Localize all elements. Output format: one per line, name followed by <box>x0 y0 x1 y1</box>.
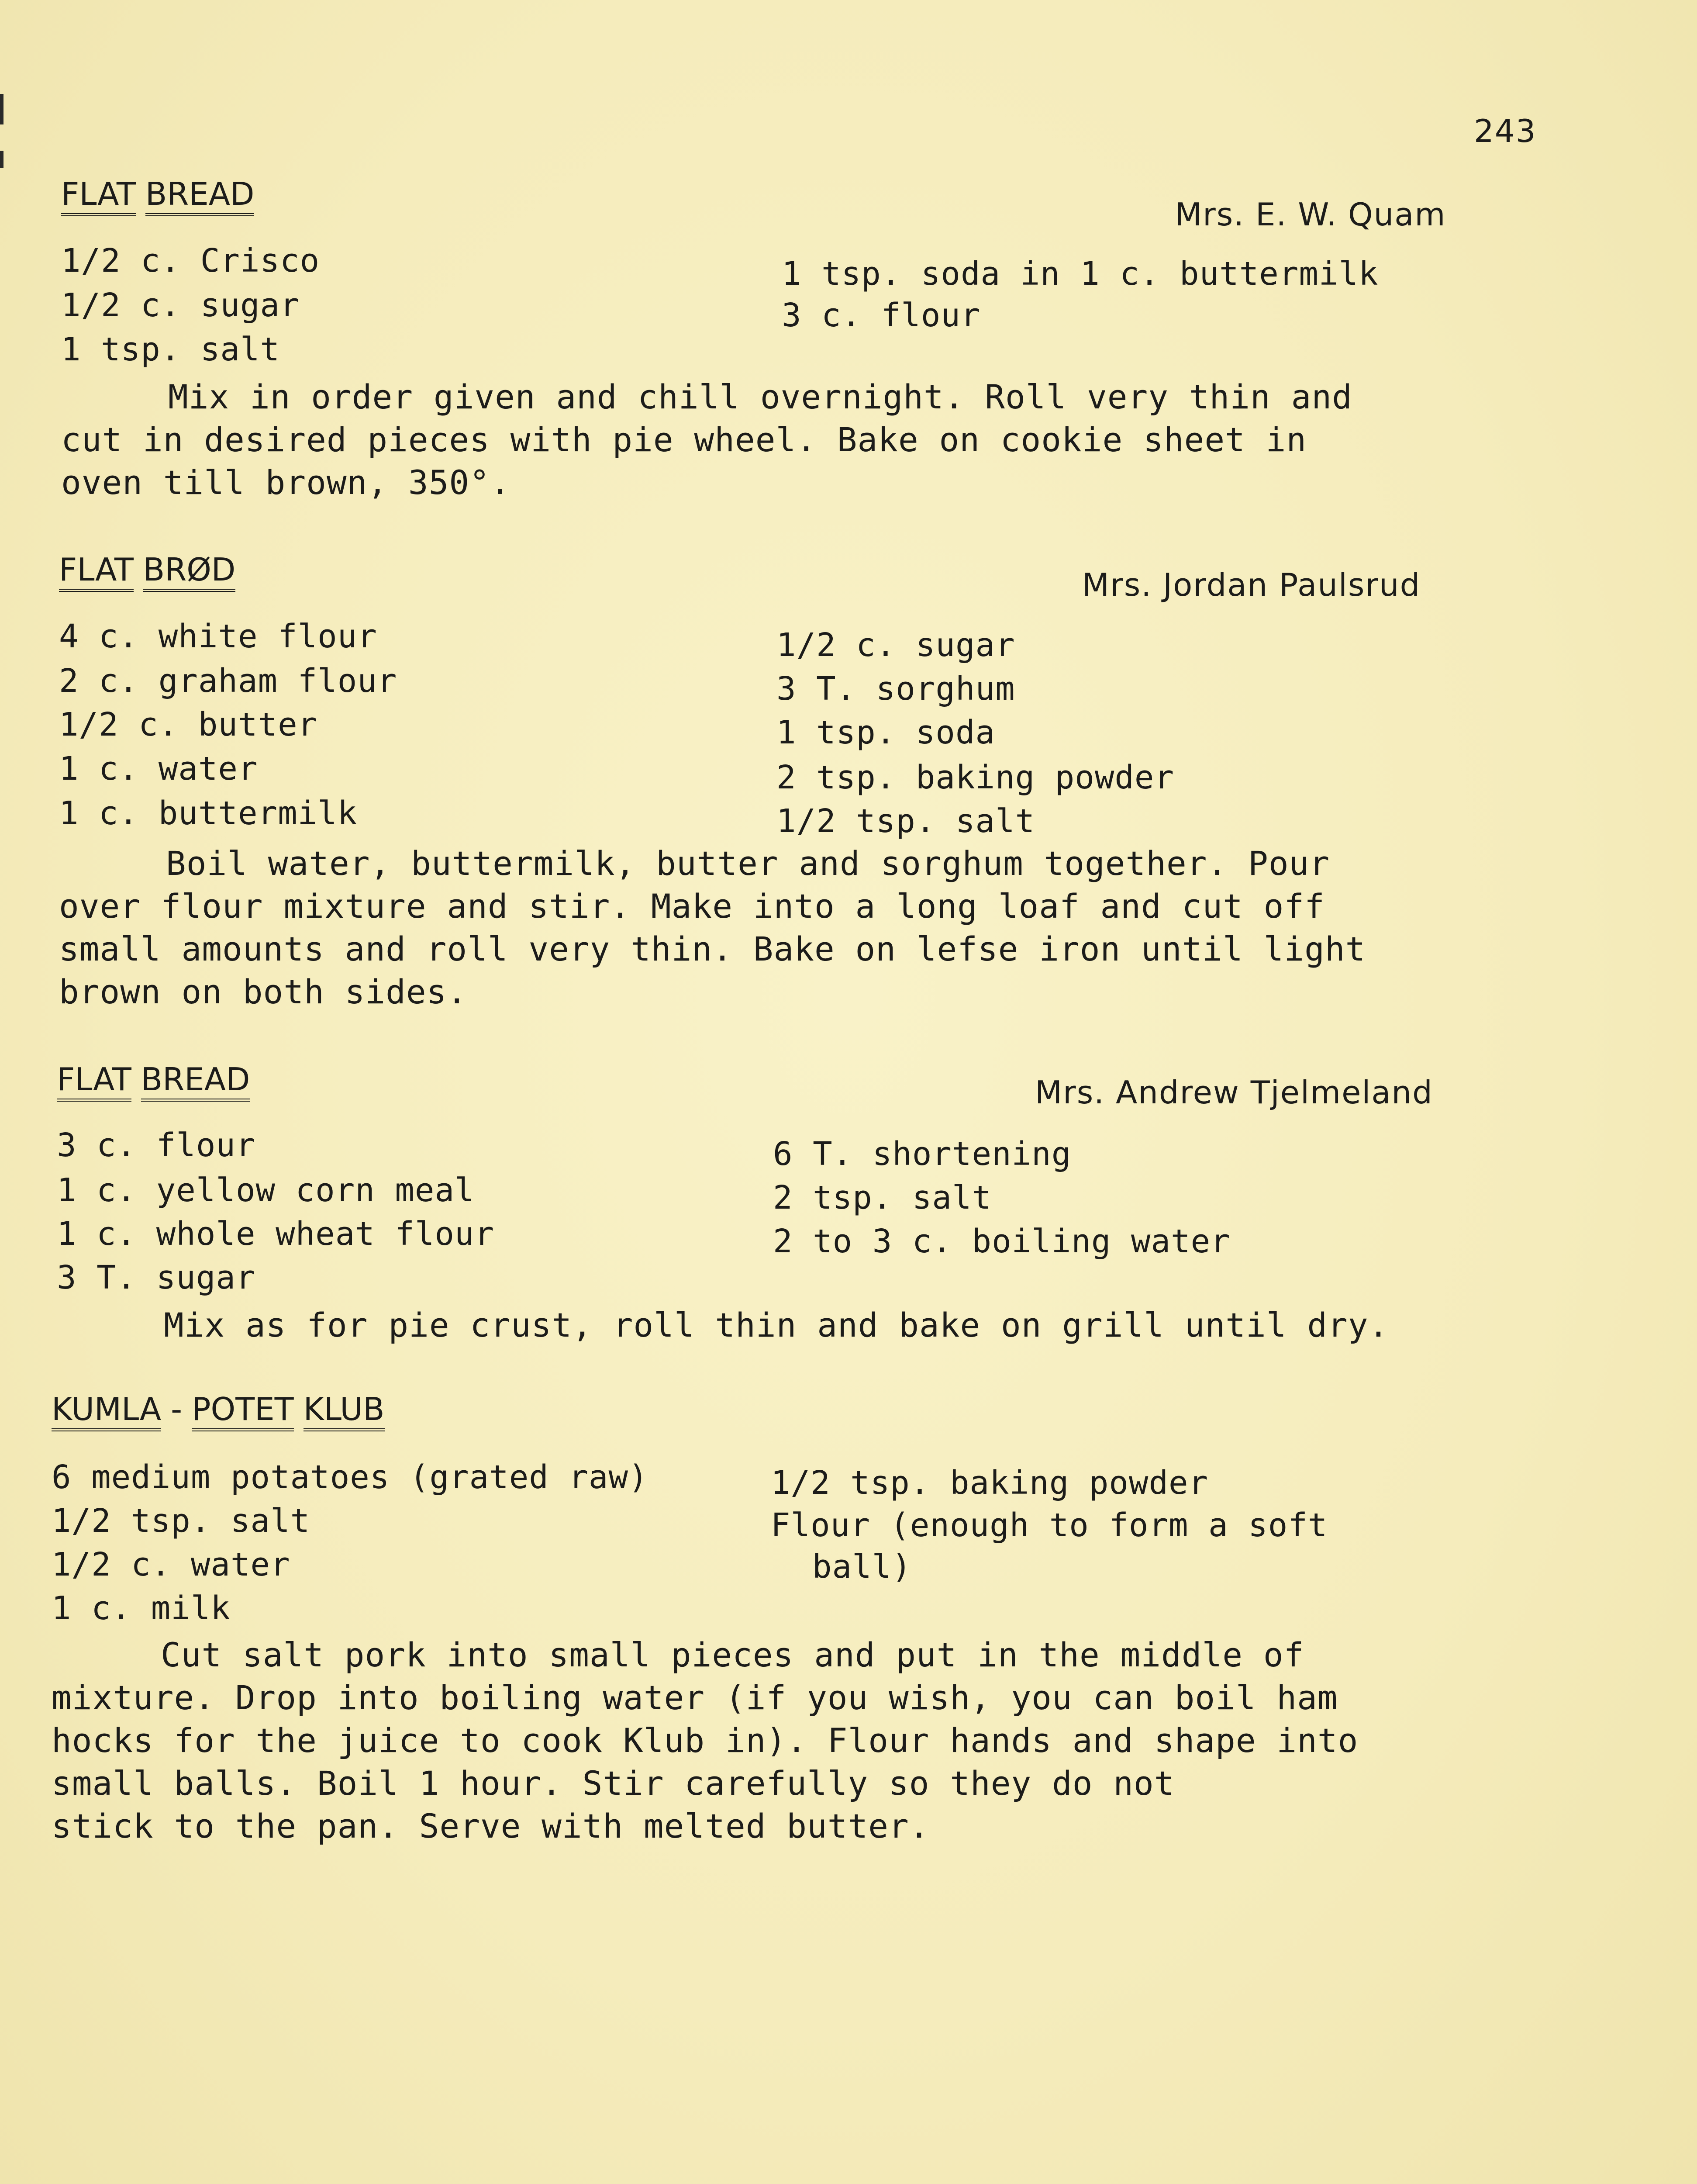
recipe-author: Mrs. E. W. Quam <box>1175 196 1446 233</box>
instruction-line: Mix in order given and chill overnight. Roll very thin and <box>168 377 1352 416</box>
ingredient: 2 c. graham flour <box>59 662 397 700</box>
instruction-line: Mix as for pie crust, roll thin and bake on grill until dry. <box>164 1306 1389 1344</box>
instruction-line: hocks for the juice to cook Klub in). Flour hands and shape into <box>52 1721 1359 1760</box>
instruction-line: oven till brown, 350°. <box>61 463 510 502</box>
ingredient: ball) <box>812 1548 912 1586</box>
ingredient: 1/2 tsp. baking powder <box>771 1464 1209 1502</box>
ingredient: 1 c. yellow corn meal <box>57 1171 475 1209</box>
instruction-line: cut in desired pieces with pie wheel. Bake on cookie sheet in <box>61 420 1307 459</box>
instruction-line: Cut salt pork into small pieces and put in the middle of <box>161 1635 1304 1674</box>
recipe-title-word: FLAT <box>59 554 134 592</box>
ingredient: Flour (enough to form a soft <box>771 1507 1328 1544</box>
instruction-line: over flour mixture and stir. Make into a long loaf and cut off <box>59 887 1325 926</box>
ingredient: 3 c. flour <box>57 1127 256 1164</box>
recipe-title-word: BRØD <box>143 554 236 592</box>
recipe-instructions <box>52 1634 1358 1848</box>
recipe-title <box>52 1393 394 1431</box>
recipe-title-word: KLUB <box>304 1393 385 1431</box>
recipe-title <box>61 178 264 216</box>
ingredient: 1/2 c. Crisco <box>61 242 320 280</box>
ingredient: 3 T. sugar <box>57 1259 256 1296</box>
binding-mark <box>0 151 3 168</box>
recipe-instructions <box>57 1304 1389 1347</box>
ingredient: 1 c. whole wheat flour <box>57 1215 495 1253</box>
recipe-instructions <box>59 842 1366 1013</box>
ingredient: 1/2 c. butter <box>59 706 318 743</box>
instruction-line: Boil water, buttermilk, butter and sorghum together. Pour <box>166 844 1330 883</box>
ingredient: 1 tsp. soda in 1 c. buttermilk <box>782 255 1379 293</box>
recipe-title-word: POTET <box>192 1393 294 1431</box>
recipe-title <box>57 1061 259 1102</box>
page-number: 243 <box>1474 113 1537 149</box>
instruction-line: stick to the pan. Serve with melted butter. <box>52 1807 930 1845</box>
recipe-title-separator: - <box>171 1391 183 1427</box>
ingredient: 4 c. white flour <box>59 618 377 655</box>
binding-mark <box>0 94 3 124</box>
ingredient: 2 to 3 c. boiling water <box>773 1223 1231 1260</box>
recipe-instructions <box>61 376 1352 504</box>
ingredient: 1 tsp. soda <box>776 714 996 751</box>
ingredient: 1/2 tsp. salt <box>52 1502 310 1540</box>
instruction-line: mixture. Drop into boiling water (if you wish, you can boil ham <box>52 1678 1338 1717</box>
ingredient: 3 c. flour <box>782 297 981 334</box>
recipe-title <box>59 551 245 592</box>
ingredient: 1 c. milk <box>52 1590 231 1627</box>
ingredient: 2 tsp. baking powder <box>776 759 1175 796</box>
ingredient: 1/2 tsp. salt <box>776 802 1035 840</box>
ingredient: 6 T. shortening <box>773 1135 1072 1173</box>
ingredient: 1/2 c. water <box>52 1546 290 1583</box>
recipe-author: Mrs. Andrew Tjelmeland <box>1035 1074 1433 1111</box>
recipe-title-word: FLAT <box>57 1064 131 1102</box>
ingredient: 6 medium potatoes (grated raw) <box>52 1458 648 1496</box>
recipe-title-word: BREAD <box>141 1064 250 1102</box>
ingredient: 3 T. sorghum <box>776 670 1015 708</box>
instruction-line: brown on both sides. <box>59 972 468 1011</box>
ingredient: 1/2 c. sugar <box>61 287 300 324</box>
ingredient: 2 tsp. salt <box>773 1179 992 1216</box>
ingredient: 1 tsp. salt <box>61 331 280 368</box>
instruction-line: small balls. Boil 1 hour. Stir carefully so they do not <box>52 1764 1175 1803</box>
ingredient: 1/2 c. sugar <box>776 626 1015 664</box>
ingredient: 1 c. buttermilk <box>59 795 358 832</box>
instruction-line: small amounts and roll very thin. Bake on lefse iron until light <box>59 930 1366 968</box>
recipe-title-word: FLAT <box>61 178 136 216</box>
recipe-author: Mrs. Jordan Paulsrud <box>1082 567 1421 603</box>
recipe-title-word: KUMLA <box>52 1393 161 1431</box>
ingredient: 1 c. water <box>59 750 258 788</box>
recipe-title-word: BREAD <box>145 178 255 216</box>
